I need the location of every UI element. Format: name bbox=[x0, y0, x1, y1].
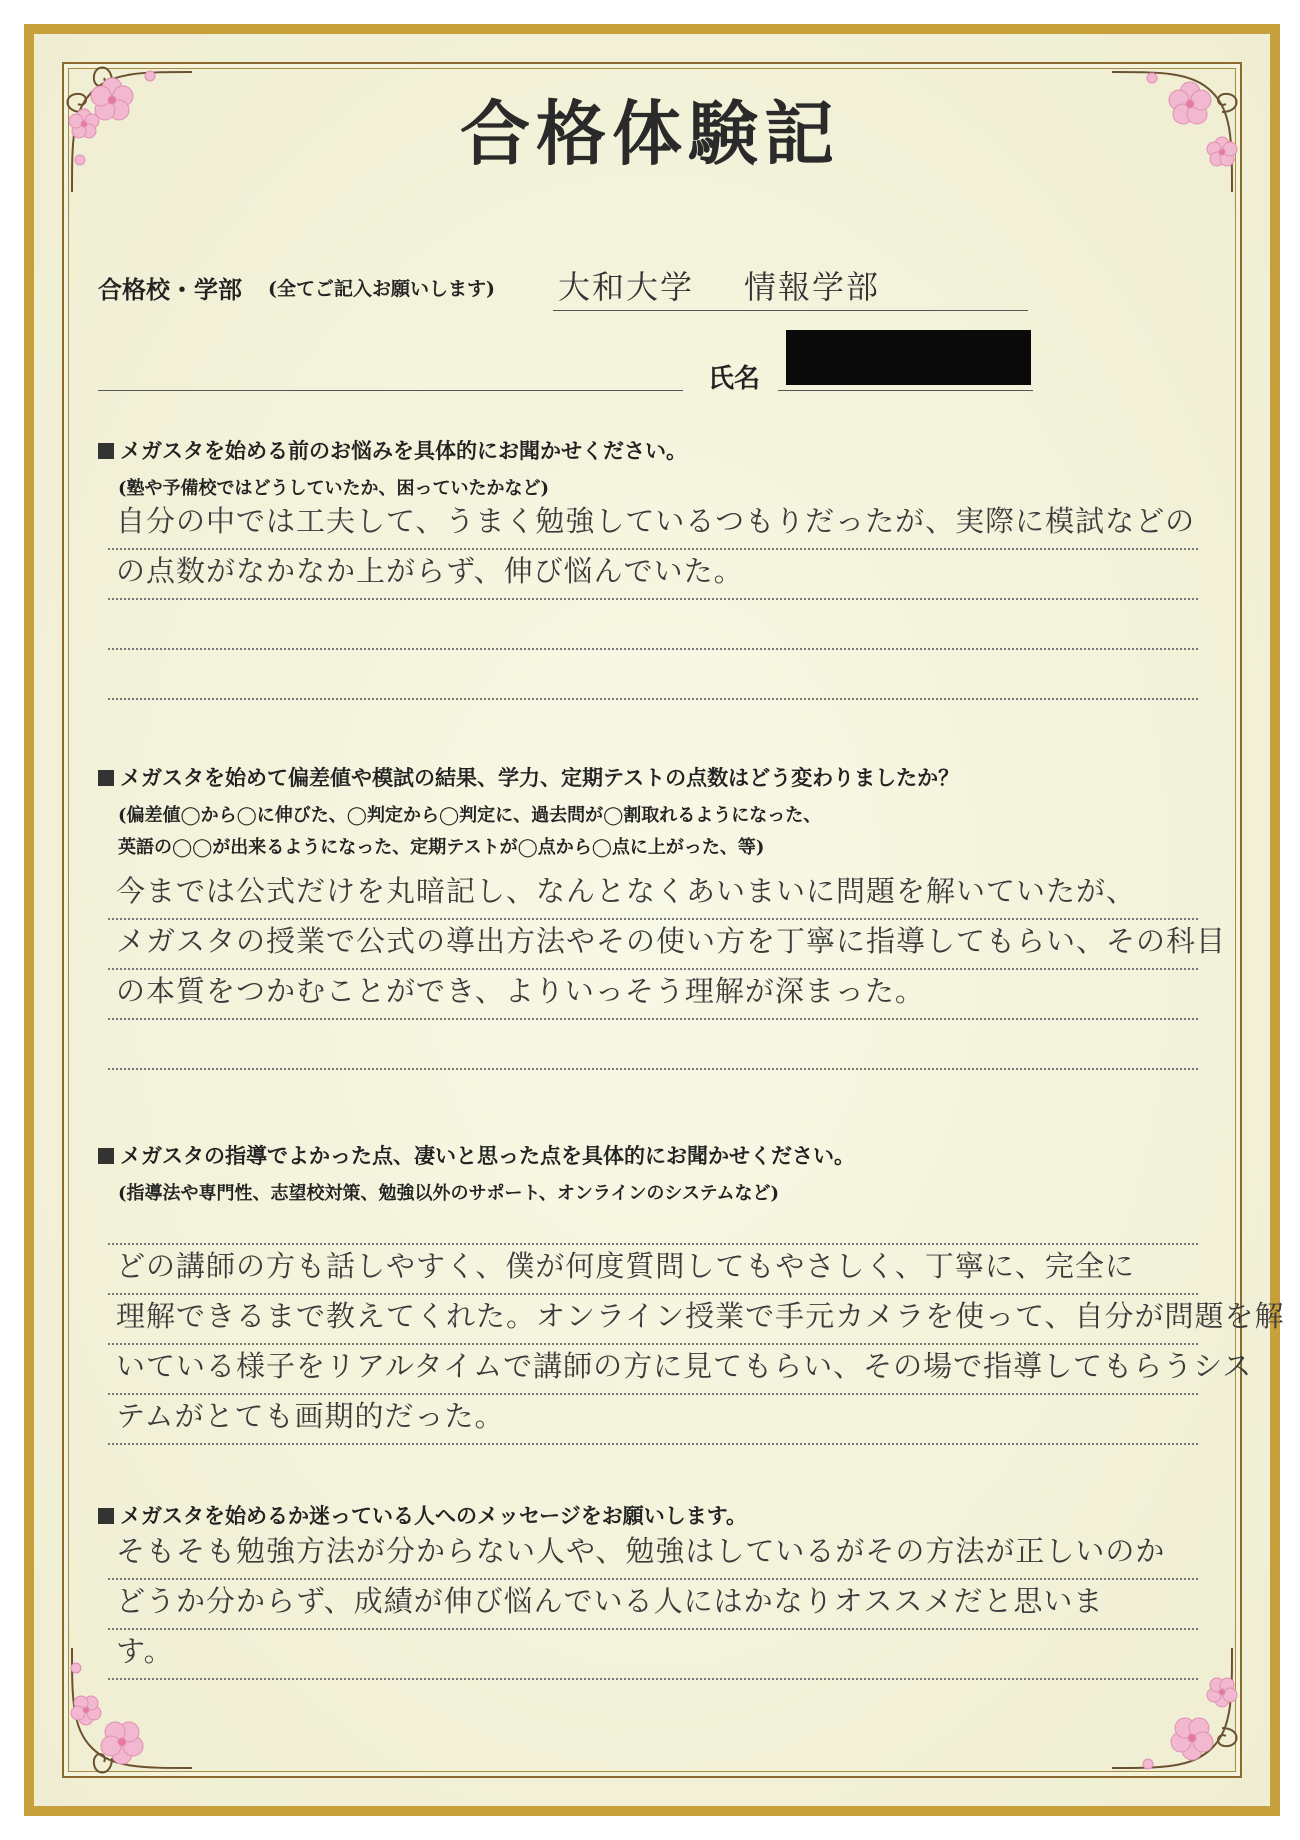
answer-line: す。 bbox=[108, 1630, 1198, 1680]
question-heading: メガスタを始めるか迷っている人へのメッセージをお願いします。 bbox=[98, 1500, 1198, 1530]
answer-line: テムがとても画期的だった。 bbox=[108, 1395, 1198, 1445]
name-redaction-box[interactable] bbox=[786, 330, 1031, 385]
school-faculty-note: (全てご記入お願いします) bbox=[268, 278, 495, 300]
bullet-square-icon bbox=[98, 770, 114, 786]
faculty-value: 情報学部 bbox=[744, 268, 881, 306]
question-hint: (塾や予備校ではどうしていたか、困っていたかなど) bbox=[118, 478, 550, 499]
university-value: 大和大学 bbox=[558, 268, 695, 306]
answer-line bbox=[108, 600, 1198, 650]
answer-line: 自分の中では工夫して、うまく勉強しているつもりだったが、実際に模試などの bbox=[108, 500, 1198, 550]
school-faculty-field[interactable] bbox=[558, 262, 880, 308]
name-row bbox=[98, 330, 1038, 400]
answer-line: の本質をつかむことができ、よりいっそう理解が深まった。 bbox=[108, 970, 1198, 1020]
answer-area-1[interactable] bbox=[108, 500, 1198, 700]
name-underline bbox=[778, 390, 1033, 391]
question-heading: メガスタの指導でよかった点、凄いと思った点を具体的にお聞かせください。 bbox=[98, 1140, 1198, 1170]
answer-area-3[interactable] bbox=[108, 1195, 1285, 1445]
question-hint: (指導法や専門性、志望校対策、勉強以外のサポート、オンラインのシステムなど) bbox=[118, 1183, 780, 1204]
answer-line: メガスタの授業で公式の導出方法やその使い方を丁寧に指導してもらい、その科目 bbox=[108, 920, 1198, 970]
answer-line bbox=[108, 1020, 1198, 1070]
school-faculty-label: 合格校・学部 bbox=[98, 275, 242, 304]
answer-area-4[interactable] bbox=[108, 1530, 1198, 1680]
bullet-square-icon bbox=[98, 1508, 114, 1524]
answer-line: どうか分からず、成績が伸び悩んでいる人にはかなりオススメだと思いま bbox=[108, 1580, 1198, 1630]
name-label: 氏名 bbox=[708, 364, 761, 394]
answer-line: いている様子をリアルタイムで講師の方に見てもらい、その場で指導してもらうシス bbox=[108, 1345, 1198, 1395]
blank-underline bbox=[98, 390, 683, 391]
question-heading: メガスタを始める前のお悩みを具体的にお聞かせください。 bbox=[98, 435, 1198, 465]
question-hint: 英語の◯◯が出来るようになった、定期テストが◯点から◯点に上がった、等) bbox=[118, 837, 765, 858]
answer-line: 今までは公式だけを丸暗記し、なんとなくあいまいに問題を解いていたが、 bbox=[108, 870, 1198, 920]
answer-area-2[interactable] bbox=[108, 870, 1227, 1070]
question-hint: (偏差値◯から◯に伸びた、◯判定から◯判定に、過去問が◯割取れるようになった、 bbox=[118, 805, 822, 826]
page-title: 合格体験記 bbox=[460, 92, 840, 175]
answer-line: どの講師の方も話しやすく、僕が何度質問してもやさしく、丁寧に、完全に bbox=[108, 1245, 1198, 1295]
answer-line bbox=[108, 650, 1198, 700]
bullet-square-icon bbox=[98, 443, 114, 459]
answer-line bbox=[108, 1195, 1198, 1245]
question-2 bbox=[98, 762, 1198, 864]
school-faculty-underline bbox=[553, 310, 1028, 311]
question-heading: メガスタを始めて偏差値や模試の結果、学力、定期テストの点数はどう変わりましたか？ bbox=[98, 762, 1198, 792]
question-1 bbox=[98, 435, 1198, 505]
answer-line: 理解できるまで教えてくれた。オンライン授業で手元カメラを使って、自分が問題を解 bbox=[108, 1295, 1198, 1345]
question-4 bbox=[98, 1500, 1198, 1530]
answer-line: そもそも勉強方法が分からない人や、勉強はしているがその方法が正しいのか bbox=[108, 1530, 1198, 1580]
school-faculty-row bbox=[98, 262, 1038, 322]
bullet-square-icon bbox=[98, 1148, 114, 1164]
answer-line: の点数がなかなか上がらず、伸び悩んでいた。 bbox=[108, 550, 1198, 600]
